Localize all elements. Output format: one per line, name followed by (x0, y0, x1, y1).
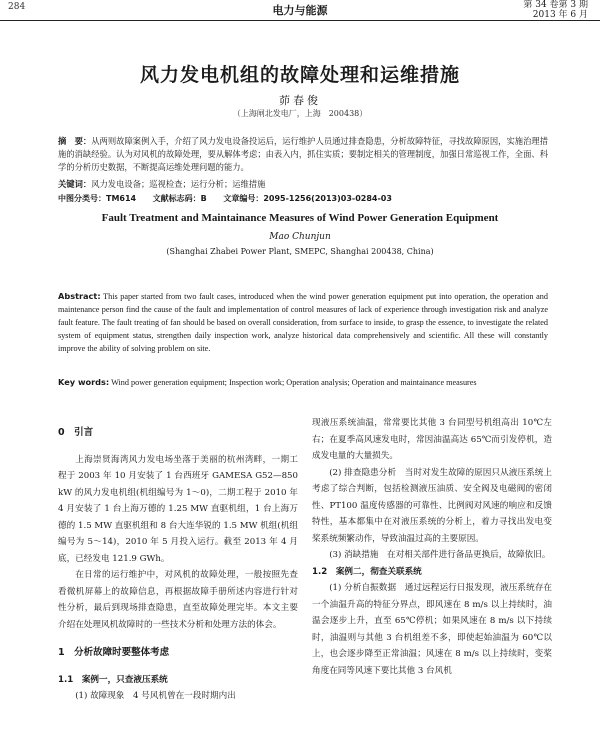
keywords-cn-text: 风力发电设备；巡视检查；运行分析；运维措施 (91, 179, 266, 189)
running-header (0, 0, 600, 21)
subsection-heading-1-1: 1.1 案例一，只查液压系统 (58, 674, 168, 685)
keywords-cn-label: 关键词： (58, 179, 92, 189)
abstract-cn-label: 摘 要： (58, 136, 92, 146)
abstract-cn (58, 135, 548, 174)
author-en: Mao Chunjun (269, 232, 331, 242)
abstract-en-label: Abstract: (58, 291, 101, 301)
paragraph: 在日常的运行维护中，对风机的故障处理，一般按照先查看微机屏幕上的故障信息，再根据故障手册所述内容进行针对性分析，最后到现场排查隐患，直至故障处理完毕。本文主要介绍在处理风机故障时的一些技术分析和处理方法的体会。 (58, 570, 298, 630)
affiliation-en: (Shanghai Zhabei Power Plant, SMEPC, Shanghai 200438, China) (166, 247, 434, 256)
paragraph: (1) 故障现象 4 号风机曾在一段时期内出 (75, 691, 236, 701)
volume-issue: 第 34 卷第 3 期 (523, 0, 588, 10)
abstract-en-text: This paper started from two fault cases, introduced when the wind power generation equipment put into operation, the operation and maintenance person find the cause of the fault and implementation of control measures of lack of experience through investigation risk and analyze fault feature. The fault treating of fan should be based on overall consideration, from surface to inside, to grasp the essence, to investigate the related system of equipment status, strengthen daily inspection work, analyze historical data comprehensively and scientific. All these will constantly improve the ability of solving problem on site. (58, 292, 548, 353)
classification-line (58, 193, 548, 204)
author-cn: 茆春俊 (279, 94, 321, 107)
affiliation-cn: （上海闸北发电厂，上海 200438） (232, 109, 368, 118)
section-heading-1: 1 分析故障时要整体考虑 (58, 647, 170, 658)
subsection-heading-1-2: 1.2 案例二，彻查关联系统 (312, 566, 422, 577)
paragraph: 现液压系统油温，常常要比其他 3 台同型号机组高出 10℃左右；在夏季高风速发电时，常因油温高达 65℃而引发停机，造成发电量的大量损失。 (312, 418, 552, 461)
paragraph: 上海崇贤海湾风力发电场坐落于美丽的杭州湾畔，一期工程于 2003 年 10 月安装了 1 台西班牙 GAMESA G52—850 kW 的风力发电机组(机组编号为 1～0)，二期工程于 2010 年 4 月安装了 1 台上海万德的 1.25 MW 直驱机组，1 台上海万德的 1.5 MW 直驱机组和 8 台大连华锐的 1.5 MW 机组(机组编号为 5～14)，2010 年 5 月投入运行。截至 2013 年 4 月底，已经发电 121.9 GWh。 (58, 454, 298, 564)
paper-title-en: Fault Treatment and Maintainance Measures of Wind Power Generation Equipment (101, 212, 499, 224)
abstract-cn-text: 从两则故障案例入手，介绍了风力发电设备投运后，运行维护人员通过排查隐患，分析故障特征，寻找故障原因，实施治理措施的消缺经验。认为对风机的故障处理，要从解体考虑；由表入内，抓住实质；要制定相关的管理制度，加强日常巡视工作，全面、科学的分析历史数据，不断提高运维处理问题的能力。 (58, 136, 548, 172)
keywords-en-label: Key words: (58, 377, 110, 387)
body-column-left (58, 425, 298, 705)
section-heading-intro: 0 引言 (58, 427, 94, 438)
abstract-en (58, 290, 548, 355)
paragraph: (3) 消缺措施 在对相关部件进行备品更换后，故障依旧。 (329, 550, 551, 560)
paragraph: (2) 排查隐患分析 当时对发生故障的原因只从液压系统上考虑了综合判断，包括检测液压油质、安全阀及电磁阀的密闭性、PT100 温度传感器的可靠性、比例阀对风速的响应和反馈特性，基本都集中在对液压系统的分析上，着力寻找出发电变桨系统频繁动作，导致油温过高的主要原因。 (312, 467, 552, 544)
document-code: 文献标志码：B (152, 194, 207, 203)
issue-date: 2013 年 6 月 (532, 10, 588, 20)
journal-name: 电力与能源 (272, 4, 328, 17)
paragraph: (1) 分析自振数据 通过远程运行日报发现，液压系统存在一个油温升高的特征分界点，即风速在 8 m/s 以上持续时，油温会逐步上升，直至 65℃停机；如果风速在 8 m/s 以下持续时，油温则与其他 3 台机组差不多，即使起始油温为 60℃以上，也会逐步降至正常油温；风速在 8 m/s 以上持续时，变桨角度在同等风速下要比其他 3 台风机 (312, 583, 552, 676)
article-number: 文章编号：2095-1256(2013)03-0284-03 (223, 194, 392, 203)
keywords-en (58, 376, 548, 389)
paper-title-cn: 风力发电机组的故障处理和运维措施 (139, 64, 460, 86)
keywords-cn (58, 178, 548, 190)
issue-info (523, 0, 588, 20)
keywords-en-text: Wind power generation equipment; Inspection work; Operation analysis; Operation and maintainance measures (111, 378, 477, 387)
page-number: 284 (8, 2, 26, 12)
clc-number: 中图分类号：TM614 (58, 194, 137, 203)
body-column-right (312, 415, 552, 679)
